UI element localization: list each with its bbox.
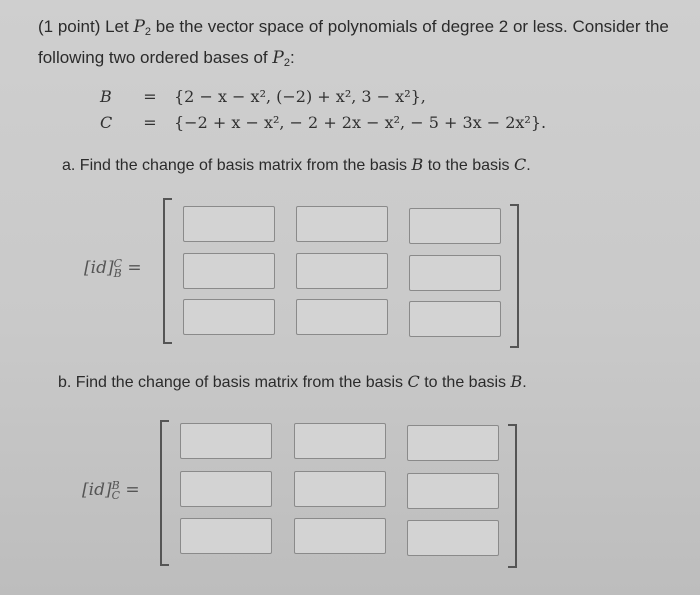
problem-statement [38, 14, 678, 76]
space-subscript-2: 2 [283, 57, 290, 69]
matrix-b-cell-2-1[interactable] [180, 471, 272, 507]
space-symbol-2: P [272, 48, 284, 68]
part-a-middle: to the basis [423, 157, 514, 174]
basis-b-equals: = [143, 86, 157, 106]
part-a-end: . [526, 157, 531, 174]
part-a-from: B [411, 155, 424, 174]
space-symbol: P [133, 17, 145, 37]
part-b-to: B [510, 372, 523, 391]
matrix-b-label-base: [id] [82, 480, 112, 500]
basis-c-elements: {−2 + x − x², − 2 + 2x − x², − 5 + 3x − 2x²}. [174, 112, 547, 132]
basis-c-row [100, 110, 546, 134]
basis-b-name: B [100, 86, 112, 106]
space-subscript: 2 [144, 26, 152, 38]
part-b-text: b. Find the change of basis matrix from the basis [58, 374, 408, 391]
matrix-b-cell-1-1[interactable] [180, 423, 272, 459]
matrix-a-right-bracket [510, 204, 519, 348]
matrix-a-cell-3-1[interactable] [183, 299, 275, 335]
intro-suffix: : [289, 48, 295, 67]
matrix-a-left-bracket [163, 198, 172, 344]
matrix-a-cell-2-3[interactable] [409, 255, 501, 291]
matrix-a-label-eq: = [127, 258, 142, 278]
matrix-b-cell-3-1[interactable] [180, 518, 272, 554]
matrix-a-cell-1-3[interactable] [409, 208, 501, 244]
matrix-a-label-sub: B [113, 266, 122, 280]
part-b-question [58, 372, 527, 392]
part-b-end: . [522, 374, 527, 391]
matrix-a-label [84, 258, 142, 279]
matrix-b-label-sub: C [111, 488, 121, 502]
part-b-middle: to the basis [419, 374, 511, 391]
matrix-a-cell-3-2[interactable] [296, 299, 388, 335]
matrix-b-cell-1-2[interactable] [294, 423, 386, 459]
matrix-b-cell-3-2[interactable] [294, 518, 386, 554]
matrix-a-cell-1-1[interactable] [183, 206, 275, 242]
matrix-a-cell-3-3[interactable] [409, 301, 501, 337]
matrix-a-label-base: [id] [84, 258, 114, 278]
basis-c-equals: = [143, 112, 157, 132]
part-b-from: C [407, 372, 420, 391]
part-a-text: a. Find the change of basis matrix from the basis [62, 157, 412, 174]
matrix-a-cell-2-2[interactable] [296, 253, 388, 289]
part-a-question [62, 155, 531, 175]
intro-middle: be the vector space of polynomials of degree 2 or less. Consider the following two ordered bases of [38, 17, 669, 67]
matrix-a-label-sup: C [113, 256, 123, 270]
matrix-b-cell-2-3[interactable] [407, 473, 499, 509]
matrix-a-cell-2-1[interactable] [183, 253, 275, 289]
matrix-b-label-sup: B [111, 478, 120, 492]
matrix-b-label-eq: = [125, 480, 140, 500]
matrix-a-cell-1-2[interactable] [296, 206, 388, 242]
matrix-b-right-bracket [508, 424, 517, 568]
matrix-b-cell-2-2[interactable] [294, 471, 386, 507]
matrix-b-label [82, 480, 140, 501]
part-a-to: C [513, 155, 527, 174]
matrix-b-cell-1-3[interactable] [407, 425, 499, 461]
basis-c-name: C [100, 112, 113, 132]
basis-b-elements: {2 − x − x², (−2) + x², 3 − x²}, [174, 86, 426, 106]
matrix-b-cell-3-3[interactable] [407, 520, 499, 556]
intro-prefix: (1 point) Let [38, 17, 134, 36]
basis-b-row [100, 84, 426, 108]
matrix-b-left-bracket [160, 420, 169, 566]
